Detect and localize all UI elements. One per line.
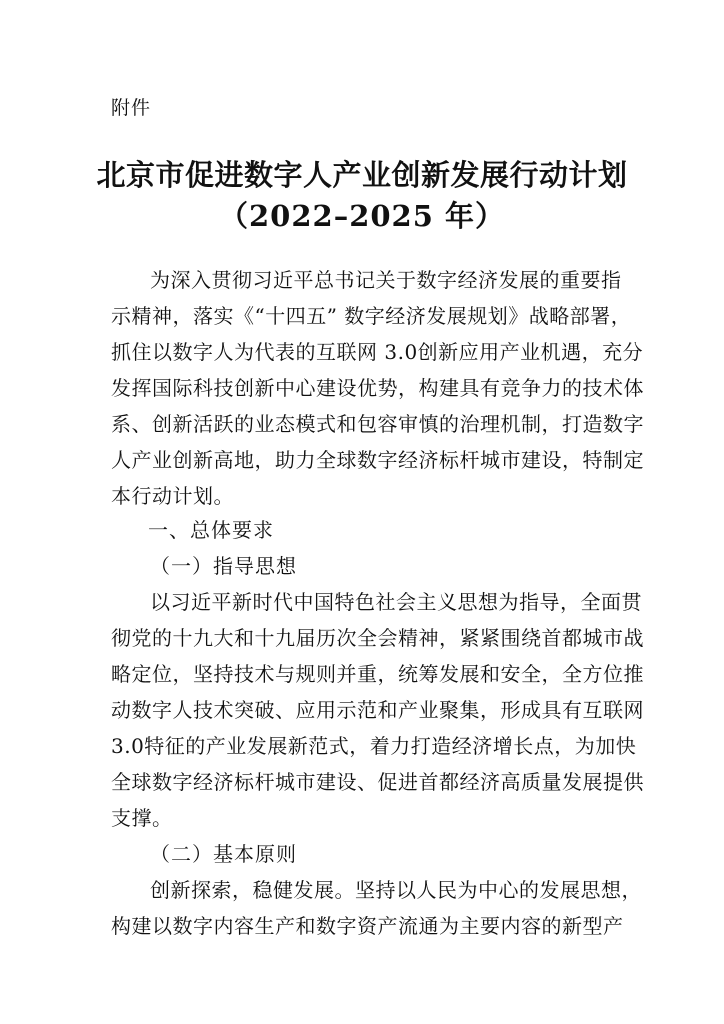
document-title-years: （2022–2025 年） [218,199,506,233]
section-heading: 一、总体要求 [148,518,274,542]
body-line: 本行动计划。 [111,484,234,508]
body-line: 支撑。 [111,806,173,830]
body-line: 抓住以数字人为代表的互联网 3.0创新应用产业机遇，充分 [111,340,644,364]
subsection-heading: （一）指导思想 [150,554,297,578]
body-line: 略定位，坚持技术与规则并重，统筹发展和安全，全方位推 [111,662,644,686]
body-line: 系、创新活跃的业态模式和包容审慎的治理机制，打造数字 [111,412,644,436]
body-line: 构建以数字内容生产和数字资产流通为主要内容的新型产 [111,914,624,938]
body-line: 示精神，落实《“十四五” 数字经济发展规划》战略部署， [111,304,632,328]
body-line: 全球数字经济标杆城市建设、促进首都经济高质量发展提供 [111,770,644,794]
body-line: 彻党的十九大和十九届历次全会精神，紧紧围绕首都城市战 [111,626,644,650]
body-line: 3.0特征的产业发展新范式，着力打造经济增长点，为加快 [111,734,637,758]
document-title: 北京市促进数字人产业创新发展行动计划 [96,158,628,192]
body-line: 以习近平新时代中国特色社会主义思想为指导，全面贯 [150,590,642,614]
subsection-heading: （二）基本原则 [150,842,297,866]
attachment-label: 附件 [111,97,152,119]
body-line: 发挥国际科技创新中心建设优势，构建具有竞争力的技术体 [111,376,644,400]
body-line: 为深入贯彻习近平总书记关于数字经济发展的重要指 [150,268,622,292]
body-line: 动数字人技术突破、应用示范和产业聚集，形成具有互联网 [111,698,644,722]
body-line: 人产业创新高地，助力全球数字经济标杆城市建设，特制定 [111,448,644,472]
body-line: 创新探索，稳健发展。坚持以人民为中心的发展思想， [150,878,642,902]
